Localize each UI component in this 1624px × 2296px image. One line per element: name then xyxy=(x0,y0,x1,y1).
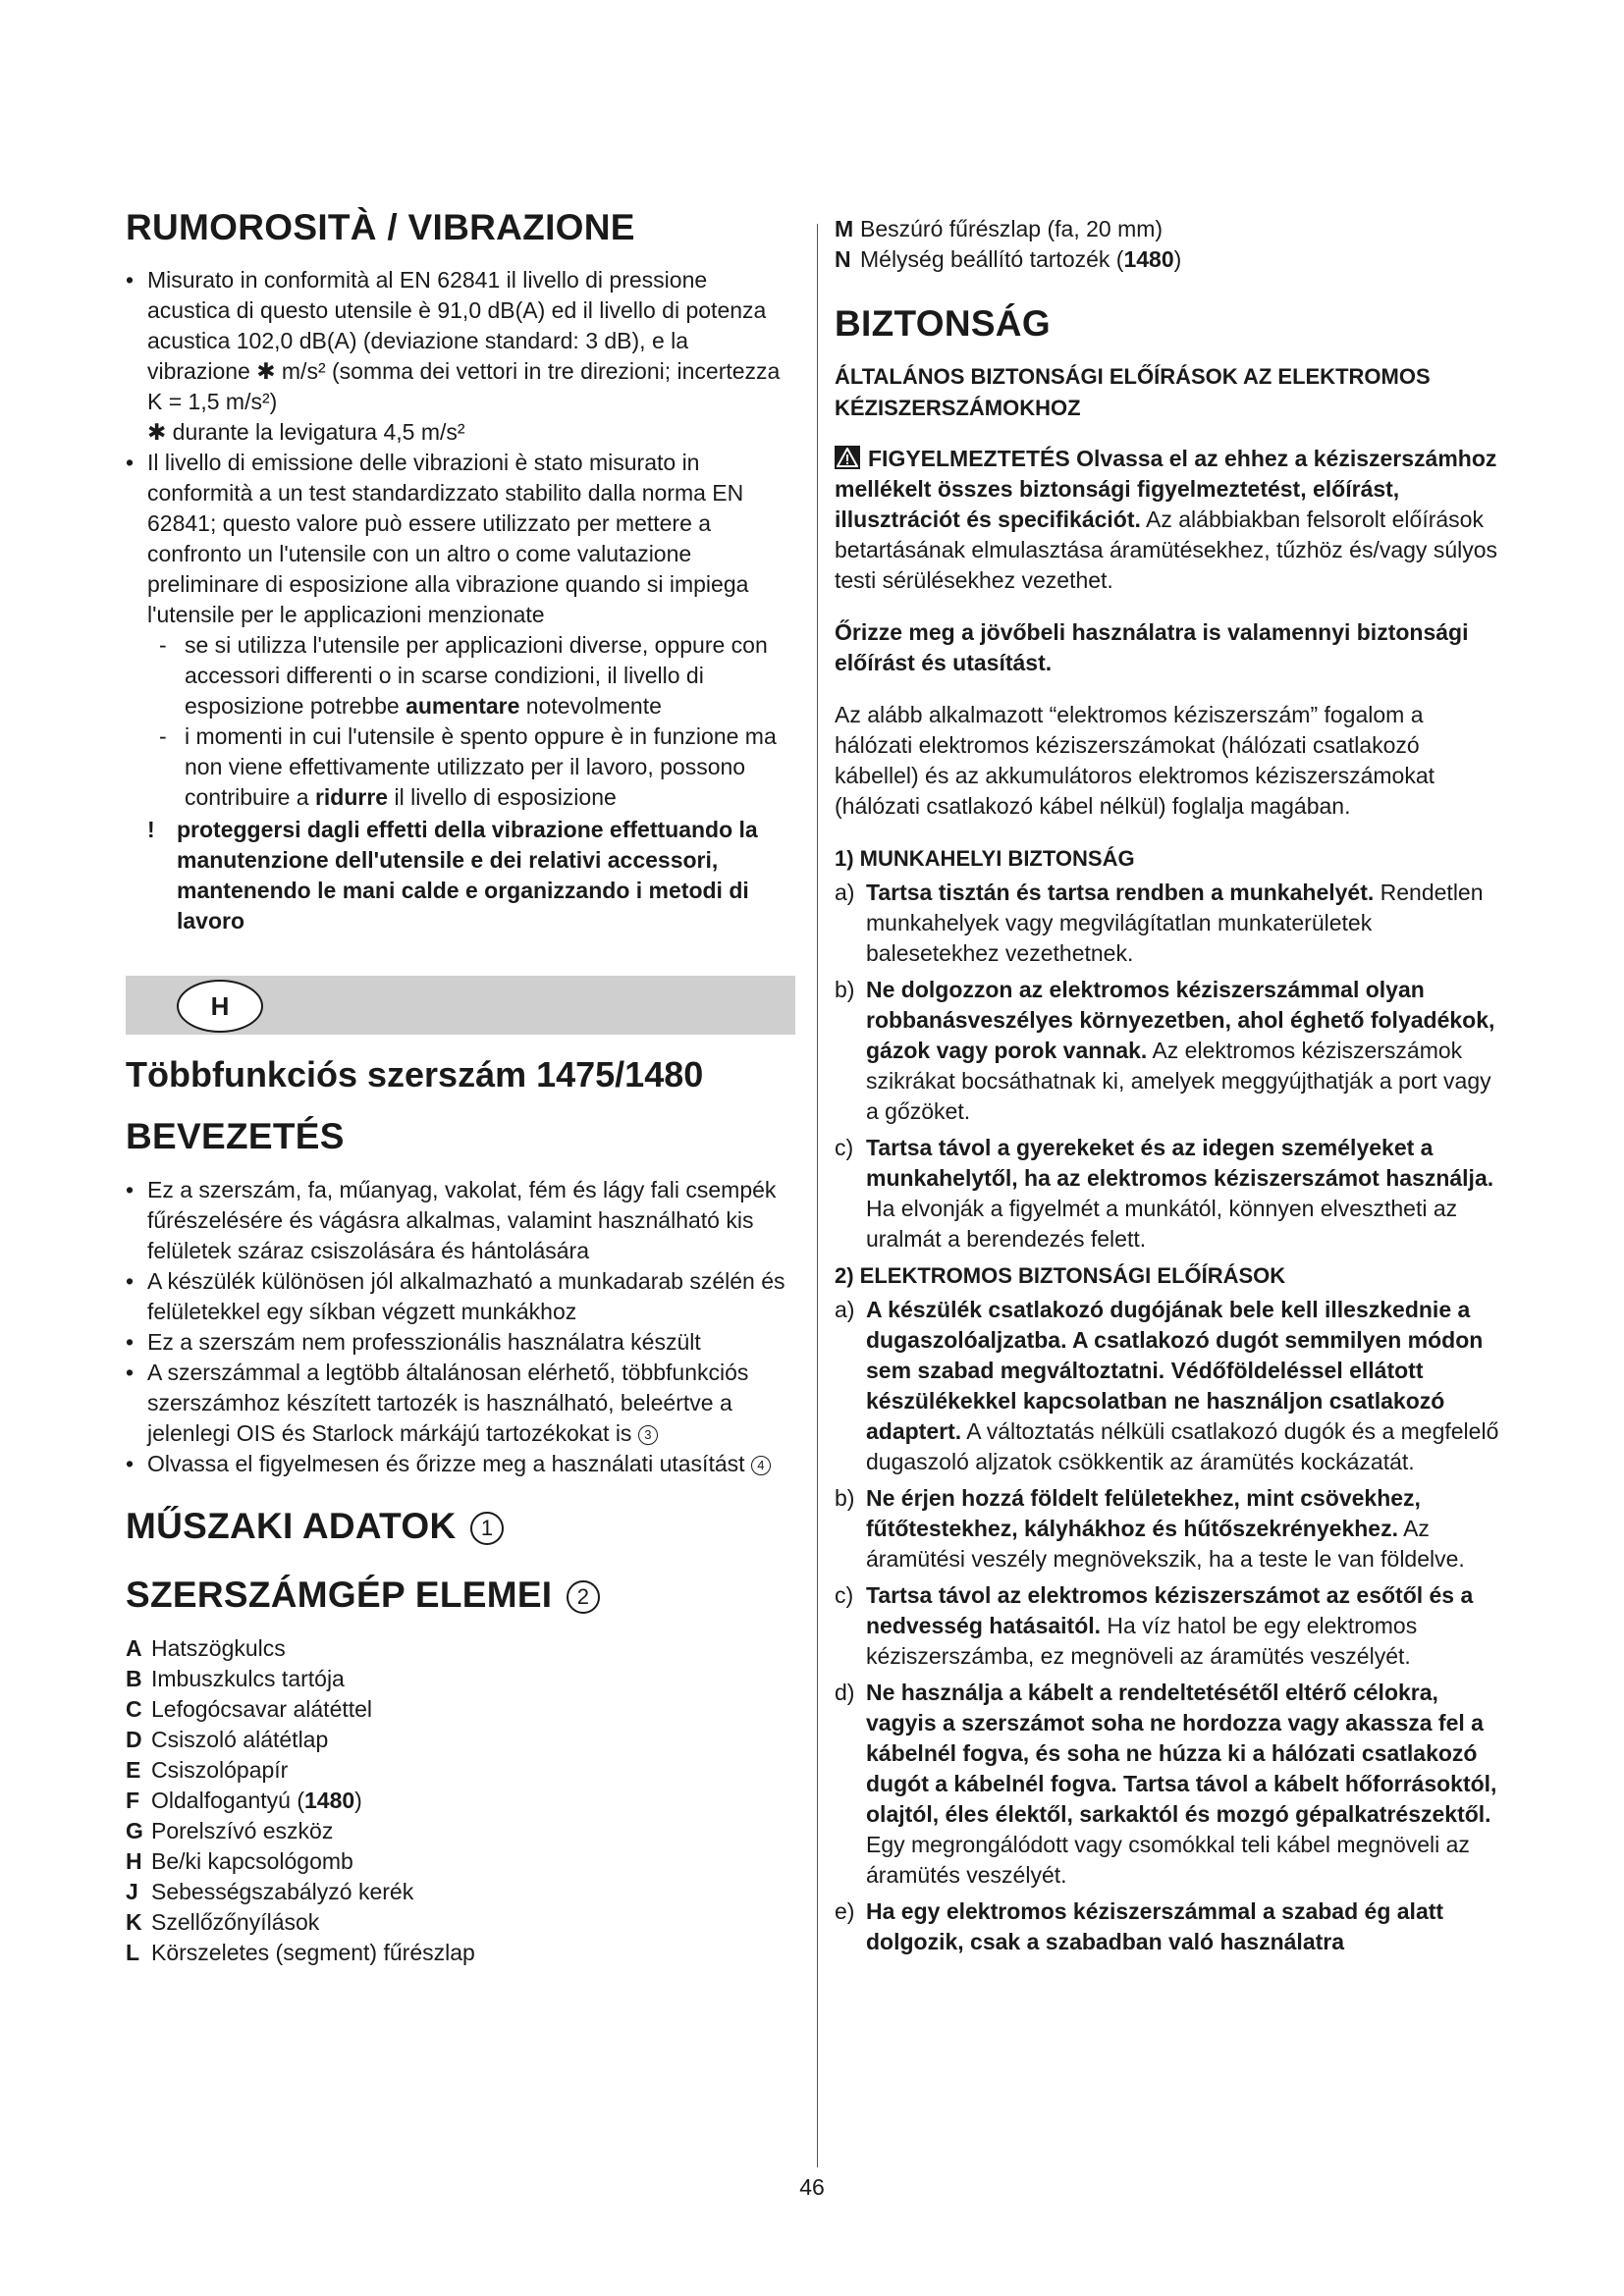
part-item xyxy=(126,1664,795,1694)
safety-item-bold: Tartsa tisztán és tartsa rendben a munkahelyét. xyxy=(866,880,1375,906)
exclamation-mark: ! xyxy=(147,817,155,843)
safety-item xyxy=(835,878,1500,969)
dash-1-bold: aumentare xyxy=(406,693,520,720)
part-item xyxy=(126,1907,795,1938)
safety-item-bold: Ha egy elektromos kéziszerszámmal a szabad ég alatt dolgozik, csak a szabadban való használatra xyxy=(866,1898,1444,1955)
definition-paragraph: Az alább alkalmazott “elektromos kéziszerszám” fogalom a hálózati elektromos kéziszerszámokat (hálózati csatlakozó kábellel) és az akkumulátoros elektromos kéziszerszámokat (hálózati csatlakozó kábel nélkül) foglalja magában. xyxy=(835,702,1435,820)
part-label: Körszeletes (segment) fűrészlap xyxy=(151,1939,475,1965)
figure-ref-1: 1 xyxy=(470,1512,504,1545)
part-label: Beszúró fűrészlap (fa, 20 mm) xyxy=(860,216,1164,241)
safety-item-letter: b) xyxy=(835,1485,855,1512)
noise-bullet-2 xyxy=(126,448,795,630)
intro-bullet-1: • Ez a szerszám, fa, műanyag, vakolat, fém és lágy fali csempék fűrészelésére és vágásra alkalmas, valamint használható kis felületek száraz csiszolására és hántolására xyxy=(126,1175,795,1266)
safety-item-letter: e) xyxy=(835,1898,855,1925)
part-letter: B xyxy=(126,1665,142,1691)
part-label: Hatszögkulcs xyxy=(151,1634,286,1661)
part-label: Szellőzőnyílások xyxy=(151,1908,320,1935)
part-item xyxy=(126,1786,795,1816)
part-letter: C xyxy=(126,1695,142,1722)
safety-item-text: Egy megrongálódott vagy csomókkal teli kábel megnöveli az áramütés veszélyét. xyxy=(866,1832,1470,1889)
safety-item-bold: A készülék csatlakozó dugójának bele kell illeszkednie a dugaszolóaljzatba. A csatlakozó dugót semmilyen módon sem szabad megváltoztatni. Védőföldeléssel ellátott készülékekkel kapcsolatban ne használjon csatlakozó adaptert. xyxy=(866,1297,1484,1445)
safety-item-letter: b) xyxy=(835,977,855,1003)
part-item xyxy=(126,1938,795,1968)
part-label: Mélység beállító tartozék ( xyxy=(860,246,1124,272)
part-letter: N xyxy=(835,246,851,272)
safety-item-text: Rendetlen munkahelyek vagy megvilágítatlan munkaterületek balesetekhez vezethetnek. xyxy=(866,880,1484,967)
warning-bold: FIGYELMEZTETÉS Olvassa el az ehhez a kéziszerszámhoz mellékelt összes biztonsági figyelmeztetést, előírást, illusztrációt és specifikációt. xyxy=(835,446,1497,533)
part-item xyxy=(126,1877,795,1907)
part-model: 1480 xyxy=(1123,246,1174,272)
parts-list-continued xyxy=(835,214,1500,275)
part-item xyxy=(126,1846,795,1877)
dash-item-2 xyxy=(155,721,795,813)
column-divider xyxy=(817,224,818,2167)
part-label: Csiszolópapír xyxy=(151,1756,289,1783)
safety-item-letter: c) xyxy=(835,1135,854,1161)
page-number: 46 xyxy=(799,2174,825,2200)
part-label: Csiszoló alátétlap xyxy=(151,1726,329,1752)
safety-item xyxy=(835,1678,1500,1891)
intro-bullet-5 xyxy=(126,1449,795,1479)
part-model: 1480 xyxy=(303,1787,355,1813)
safety-item-bold: Ne használja a kábelt a rendeltetésétől eltérő célokra, vagyis a szerszámot soha ne hordozza vagy akassza fel a kábelnél fogva, és soha ne húzza ki a hálózati csatlakozó dugót a kábelnél fogva. Tartsa távol a kábelt hőforrásoktól, olajtól, éles élektől, sarkaktól és mozgó gépalkatrészektől. xyxy=(866,1680,1497,1828)
warning-text: Az alábbiakban felsorolt előírások betartásának elmulasztása áramütésekhez, tűzhöz és/vagy súlyos testi sérülésekhez vezethet. xyxy=(835,507,1498,594)
dash-1-text-a: se si utilizza l'utensile per applicazioni diverse, oppure con accessori differenti o in scarse condizioni, il livello di esposizione potrebbe xyxy=(185,632,768,720)
noise-dash-list xyxy=(126,630,795,813)
work-area-safety-list xyxy=(835,878,1500,1255)
specs-title-text: MŰSZAKI ADATOK xyxy=(126,1505,457,1546)
spacer xyxy=(126,1479,795,1505)
left-column xyxy=(126,206,795,1968)
electrical-safety-title: 2) ELEKTROMOS BIZTONSÁGI ELŐÍRÁSOK xyxy=(835,1263,1286,1289)
safety-item xyxy=(835,975,1500,1127)
part-label: Oldalfogantyú ( xyxy=(151,1787,304,1813)
noise-bullet-1 xyxy=(126,265,795,448)
keep-instructions xyxy=(835,617,1500,678)
general-safety-heading: ÁLTALÁNOS BIZTONSÁGI ELŐÍRÁSOK AZ ELEKTROMOS KÉZISZERSZÁMOKHOZ xyxy=(835,364,1431,421)
warning-triangle-icon xyxy=(835,446,860,469)
safety-item xyxy=(835,1580,1500,1672)
part-label-tail: ) xyxy=(354,1787,362,1813)
part-item xyxy=(126,1755,795,1786)
figure-ref-3: 3 xyxy=(638,1425,658,1445)
parts-list xyxy=(126,1633,795,1968)
intro-bullet-3: • Ez a szerszám nem professzionális használatra készült xyxy=(126,1327,795,1358)
figure-ref-4: 4 xyxy=(751,1456,771,1475)
figure-ref-2: 2 xyxy=(567,1580,600,1614)
part-label: Lefogócsavar alátéttel xyxy=(151,1695,373,1722)
warning-paragraph xyxy=(835,444,1500,596)
part-item xyxy=(126,1725,795,1755)
noise-bullets xyxy=(126,265,795,630)
part-label: Imbuszkulcs tartója xyxy=(151,1665,345,1691)
part-letter: E xyxy=(126,1756,141,1783)
electrical-safety-list xyxy=(835,1295,1500,1957)
part-label: Sebességszabályzó kerék xyxy=(151,1878,414,1904)
part-item xyxy=(126,1633,795,1664)
part-label-tail: ) xyxy=(1173,246,1182,272)
safety-item-text: A változtatás nélküli csatlakozó dugók és a megfelelő dugaszoló aljzatok csökkentik az áramütés kockázatát. xyxy=(866,1418,1499,1475)
vibration-protection-text: proteggersi dagli effetti della vibrazione effettuando la manutenzione dell'utensile e dei relativi accessori, mantenendo le mani calde e organizzando i metodi di lavoro xyxy=(177,817,758,934)
specs-title xyxy=(126,1505,795,1548)
noise-vibration-title: RUMOROSITÀ / VIBRAZIONE xyxy=(126,207,635,247)
safety-item-letter: c) xyxy=(835,1582,854,1609)
parts-title xyxy=(126,1574,795,1617)
part-item xyxy=(126,1816,795,1846)
safety-item xyxy=(835,1133,1500,1255)
safety-item-bold: Ne érjen hozzá földelt felületekhez, mint csövekhez, fűtőtestekhez, kályhákhoz és hűtőszekrényekhez. xyxy=(866,1485,1421,1542)
safety-item-bold: Ne dolgozzon az elektromos kéziszerszámmal olyan robbanásveszélyes környezetben, ahol éghető folyadékok, gázok vagy porok vannak. xyxy=(866,977,1495,1064)
part-letter: L xyxy=(126,1939,140,1965)
safety-item-bold: Tartsa távol a gyerekeket és az idegen személyeket a munkahelytől, ha az elektromos kéziszerszámot használja. xyxy=(866,1135,1494,1192)
part-letter: F xyxy=(126,1787,140,1813)
parts-title-text: SZERSZÁMGÉP ELEMEI xyxy=(126,1575,553,1616)
language-badge: H xyxy=(177,980,263,1033)
safety-title: BIZTONSÁG xyxy=(835,303,1051,344)
dash-1-text-c: notevolmente xyxy=(519,693,662,720)
part-label: Porelszívó eszköz xyxy=(151,1817,334,1843)
safety-item-bold: Tartsa távol az elektromos kéziszerszámot az esőtől és a nedvesség hatásaitól. xyxy=(866,1582,1474,1639)
safety-item xyxy=(835,1896,1500,1957)
vibration-protection-note xyxy=(126,815,795,936)
part-letter: J xyxy=(126,1878,138,1904)
intro-bullets xyxy=(126,1175,795,1479)
safety-item-text: Ha elvonják a figyelmét a munkától, könnyen elvesztheti az uralmát a berendezés felett. xyxy=(866,1196,1458,1253)
safety-item-letter: d) xyxy=(835,1680,855,1706)
dash-2-text-c: il livello di esposizione xyxy=(388,784,617,811)
safety-item-letter: a) xyxy=(835,1297,855,1323)
dash-2-bold: ridurre xyxy=(314,784,389,811)
safety-item-text: Az áramütési veszély megnövekszik, ha a teste le van földelve. xyxy=(866,1516,1465,1573)
part-letter: G xyxy=(126,1817,143,1843)
part-letter: K xyxy=(126,1908,142,1935)
language-band xyxy=(126,976,795,1035)
noise-bullet-1-text: Misurato in conformità al EN 62841 il livello di pressione acustica di questo utensile è 91,0 dB(A) ed il livello di potenza acustica 102,0 dB(A) (deviazione standard: 3 dB), e la vibrazione ✱ m/s² (somma dei vettori in tre direzioni; incertezza K = 1,5 m/s²) xyxy=(147,267,781,415)
intro-bullet-5-text: Olvassa el figyelmesen és őrizze meg a használati utasítást xyxy=(147,1450,745,1476)
safety-item-letter: a) xyxy=(835,880,855,906)
part-letter: H xyxy=(126,1847,142,1874)
keep-instructions-text: Őrizze meg a jövőbeli használatra is valamennyi biztonsági előírást és utasítást. xyxy=(835,619,1469,676)
safety-item xyxy=(835,1483,1500,1575)
part-item xyxy=(835,214,1500,244)
dash-item-1 xyxy=(155,630,795,721)
part-letter: M xyxy=(835,216,854,241)
part-letter: D xyxy=(126,1726,142,1752)
intro-bullet-2: • A készülék különösen jól alkalmazható a munkadarab szélén és felületekkel egy síkban végzett munkákhoz xyxy=(126,1266,795,1327)
noise-bullet-1-sub: ✱ durante la levigatura 4,5 m/s² xyxy=(147,419,465,446)
product-title: Többfunkciós szerszám 1475/1480 xyxy=(126,1054,704,1095)
intro-bullet-4 xyxy=(126,1358,795,1449)
safety-item-text: Ha víz hatol be egy elektromos kéziszerszámba, ez megnöveli az áramütés veszélyét. xyxy=(866,1613,1418,1670)
part-letter: A xyxy=(126,1634,142,1661)
work-area-safety-title: 1) MUNKAHELYI BIZTONSÁG xyxy=(835,846,1135,872)
part-item xyxy=(835,244,1500,275)
right-column xyxy=(835,214,1500,1963)
noise-bullet-2-text: Il livello di emissione delle vibrazioni è stato misurato in conformità a un test standardizzato stabilito dalla norma EN 62841; questo valore può essere utilizzato per mettere a confronto un l'utensile con un altro o come valutazione preliminare di esposizione alla vibrazione quando si impiega l'utensile per le applicazioni menzionate xyxy=(147,450,749,628)
part-label: Be/ki kapcsológomb xyxy=(151,1847,353,1874)
safety-item-text: Az elektromos kéziszerszámok szikrákat bocsáthatnak ki, amelyek meggyújthatják a port vagy a gőzöket. xyxy=(866,1038,1491,1125)
intro-bullet-4-text: A szerszámmal a legtöbb általánosan elérhető, többfunkciós szerszámhoz készített tartozék is használható, beleértve a jelenlegi OIS és Starlock márkájú tartozékokat is xyxy=(147,1359,749,1446)
part-item xyxy=(126,1694,795,1725)
safety-item xyxy=(835,1295,1500,1477)
dash-2-text-a: i momenti in cui l'utensile è spento oppure è in funzione ma non viene effettivamente utilizzato per il lavoro, possono contribuire a xyxy=(185,723,777,811)
intro-title: BEVEZETÉS xyxy=(126,1116,345,1157)
